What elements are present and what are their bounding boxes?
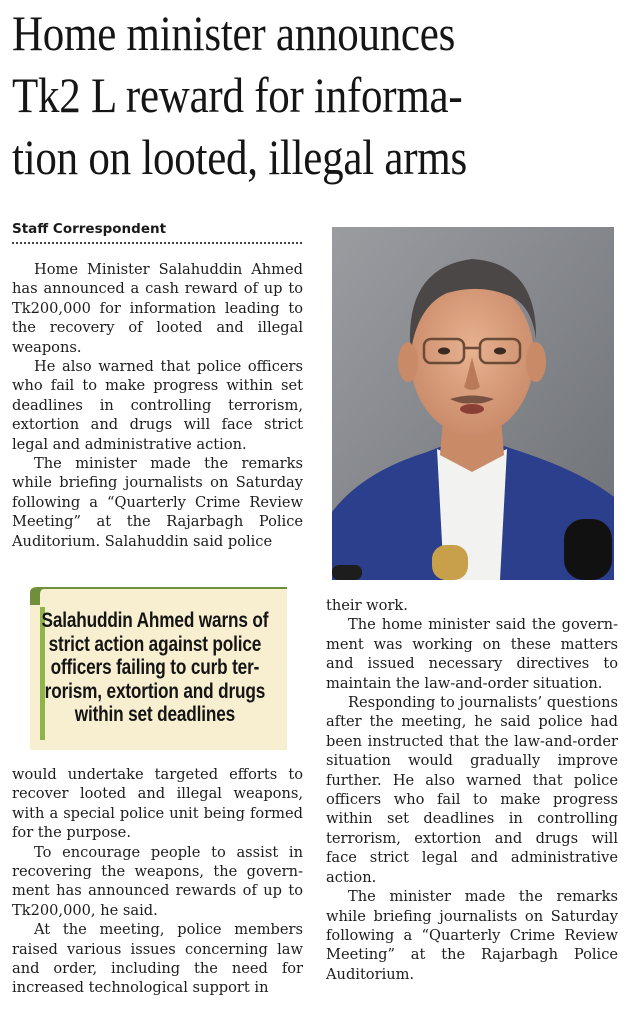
- paragraph: At the meeting, police members raised various issues concerning law and order, including the need for increased technological support in: [12, 921, 303, 997]
- headline-line-1: Home minister announces: [12, 5, 456, 61]
- portrait-illustration: [332, 227, 614, 580]
- headline: [12, 2, 623, 188]
- paragraph: their work.: [326, 597, 408, 614]
- paragraph: The home minister said the government was working on these matters and issued necessary directives to maintain the law-and-order situation.: [326, 616, 618, 692]
- pull-quote-text: [36, 609, 274, 727]
- article-column-right: [326, 596, 618, 984]
- byline: Staff Correspondent: [12, 221, 302, 244]
- pull-quote: [30, 587, 287, 750]
- pull-quote-tab-decoration: [30, 587, 287, 605]
- pull-quote-line: officers failing to curb ter-: [50, 656, 260, 679]
- headline-line-2: Tk2 L reward for informa-: [12, 67, 463, 123]
- paragraph: To encourage people to assist in recovering the weapons, the government has announced rewards of up to Tk200,000, he said.: [12, 843, 303, 919]
- paragraph: Responding to journalists’ questions after the meeting, he said police had been instructed that the law-and-order situation would gradually improve further. He also warned that police officers who fail to make progress within set deadlines in controlling terrorism, extortion and drugs will face strict legal and administrative action.: [326, 694, 618, 886]
- paragraph: The minister made the remarks while briefing journalists on Saturday following a “Quarterly Crime Review Meeting” at the Rajarbagh Police Auditorium.: [326, 888, 618, 983]
- pull-quote-line: strict action against police: [48, 632, 262, 656]
- article-column-left-bottom: [12, 765, 303, 998]
- pull-quote-line: within set deadlines: [74, 703, 236, 726]
- minister-photo: [332, 227, 614, 580]
- pull-quote-line: Salahuddin Ahmed warns of: [41, 609, 269, 632]
- pull-quote-line: rorism, extortion and drugs: [44, 679, 266, 703]
- paragraph: Home Minister Salahuddin Ahmed has announced a cash reward of up to Tk200,000 for information leading to the recovery of looted and illegal weapons.: [12, 261, 303, 356]
- paragraph: He also warned that police officers who fail to make progress within set deadlines in controlling terrorism, extortion and drugs will face strict legal and administrative action.: [12, 358, 303, 453]
- paragraph: The minister made the remarks while briefing journalists on Saturday following a “Quarterly Crime Review Meeting” at the Rajarbagh Police Auditorium. Salahuddin said police: [12, 455, 303, 550]
- headline-line-3: tion on looted, illegal arms: [12, 129, 467, 185]
- article-column-left-top: [12, 260, 303, 551]
- paragraph: would undertake targeted efforts to recover looted and illegal weapons, with a special police unit being formed for the purpose.: [12, 766, 303, 842]
